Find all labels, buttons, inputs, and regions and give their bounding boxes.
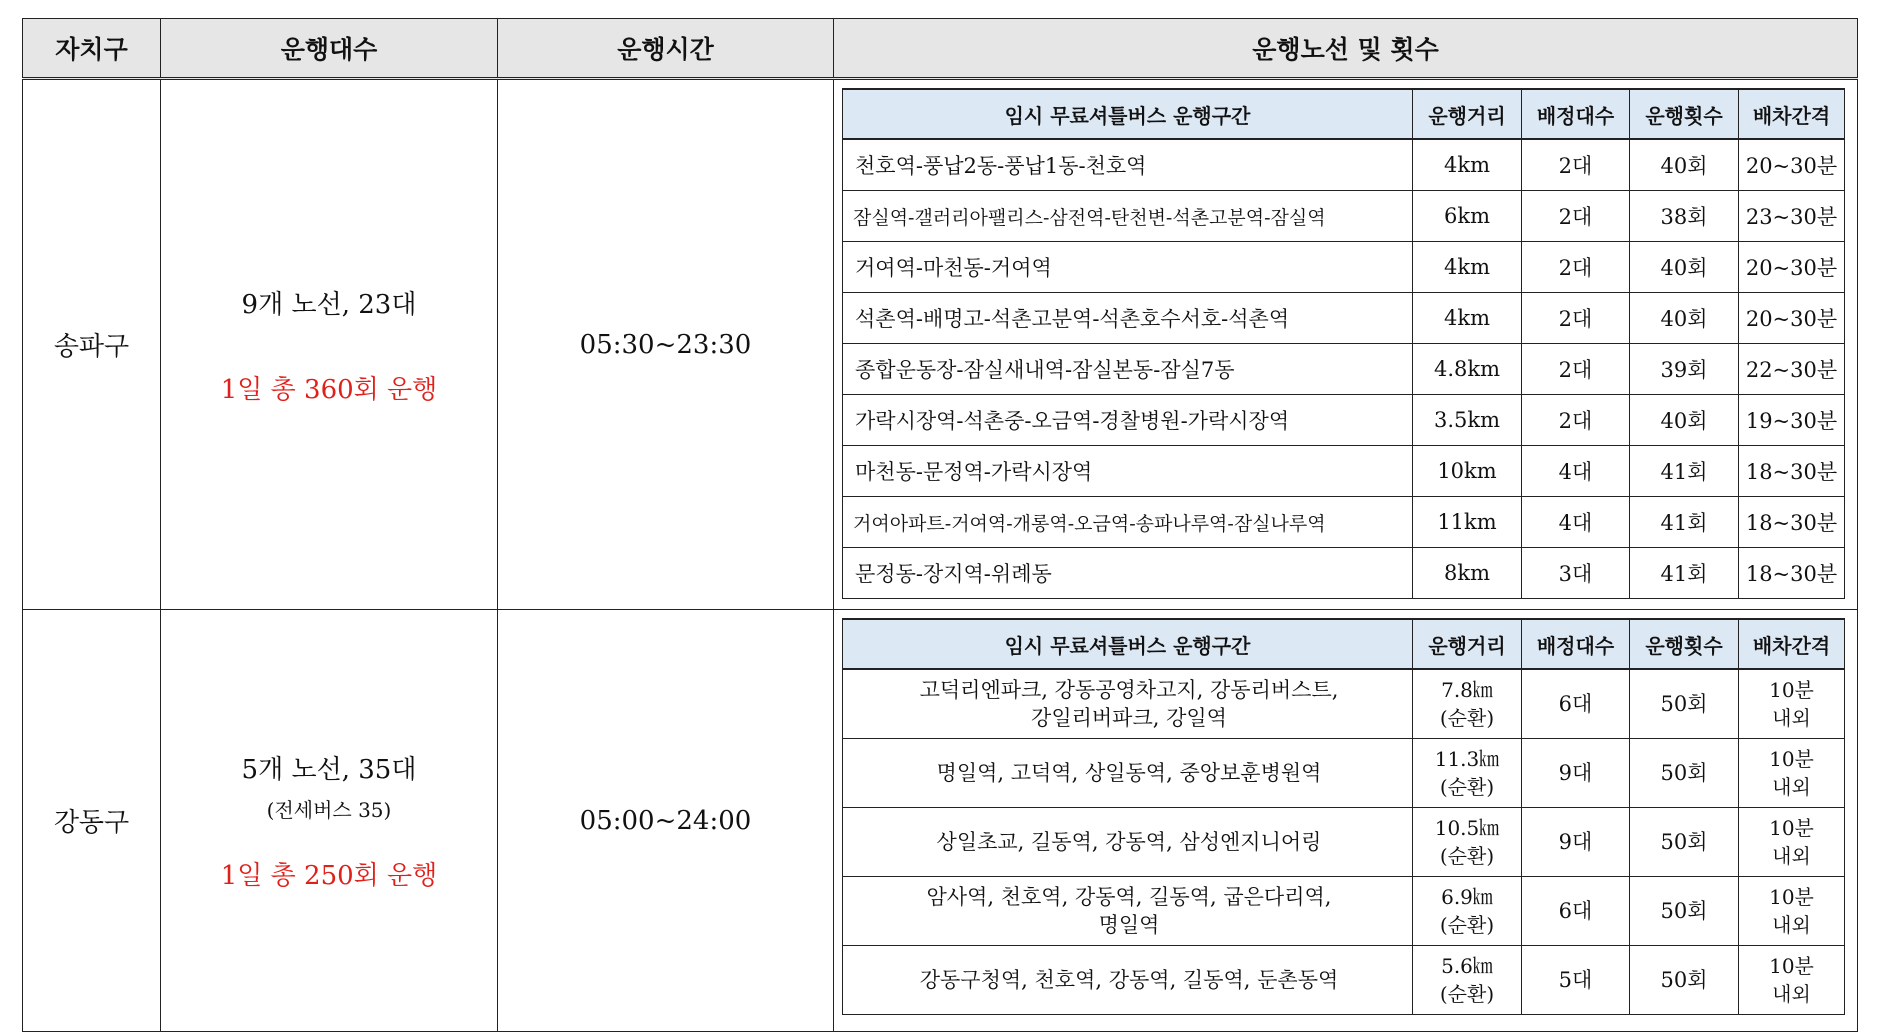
route-section: 문정동-장지역-위례동 xyxy=(843,548,1413,599)
route-distance-value: 5.6㎞ xyxy=(1441,954,1493,978)
route-buses: 2대 xyxy=(1522,293,1630,344)
header-operating-hours: 운행시간 xyxy=(498,19,834,79)
table-row-gangdong xyxy=(23,610,1858,1032)
route-distance xyxy=(1413,739,1522,808)
route-trips: 40회 xyxy=(1630,139,1739,191)
route-row xyxy=(843,877,1845,946)
route-row xyxy=(843,497,1845,548)
route-distance-value: 7.8㎞ xyxy=(1441,678,1493,702)
route-interval-value: 10분 xyxy=(1769,678,1814,702)
route-section-line: 명일역, 고덕역, 상일동역, 중앙보훈병원역 xyxy=(936,761,1322,785)
route-interval-note: 내외 xyxy=(1772,982,1811,1006)
route-buses: 2대 xyxy=(1522,191,1630,242)
route-distance: 10km xyxy=(1413,446,1522,497)
route-row xyxy=(843,808,1845,877)
route-header-buses: 배정대수 xyxy=(1522,89,1630,139)
route-trips: 39회 xyxy=(1630,344,1739,395)
route-interval: 20~30분 xyxy=(1739,293,1845,344)
operating-hours-cell: 05:30~23:30 xyxy=(498,79,834,610)
route-trips: 50회 xyxy=(1630,808,1739,877)
route-section-line: 명일역 xyxy=(1098,913,1160,937)
route-trips: 40회 xyxy=(1630,395,1739,446)
route-table xyxy=(842,88,1845,599)
route-section: 마천동-문정역-가락시장역 xyxy=(843,446,1413,497)
route-distance: 3.5km xyxy=(1413,395,1522,446)
route-section-line: 고덕리엔파크, 강동공영차고지, 강동리버스트, xyxy=(919,678,1339,702)
route-section: 종합운동장-잠실새내역-잠실본동-잠실7동 xyxy=(843,344,1413,395)
route-distance: 4km xyxy=(1413,139,1522,191)
daily-total-text: 1일 총 250회 운행 xyxy=(220,861,438,891)
route-row xyxy=(843,669,1845,739)
route-trips: 41회 xyxy=(1630,446,1739,497)
route-header-row xyxy=(843,619,1845,669)
route-trips: 38회 xyxy=(1630,191,1739,242)
route-trips: 41회 xyxy=(1630,548,1739,599)
route-distance-value: 11.3㎞ xyxy=(1434,747,1500,771)
route-distance: 8km xyxy=(1413,548,1522,599)
route-buses: 2대 xyxy=(1522,139,1630,191)
route-count-text: 5개 노선, 35대 xyxy=(241,755,417,785)
route-section: 잠실역-갤러리아팰리스-삼전역-탄천변-석촌고분역-잠실역 xyxy=(843,191,1413,242)
route-interval: 18~30분 xyxy=(1739,497,1845,548)
route-buses: 3대 xyxy=(1522,548,1630,599)
route-distance-note: (순환) xyxy=(1439,775,1495,799)
route-interval: 18~30분 xyxy=(1739,446,1845,497)
route-buses: 2대 xyxy=(1522,395,1630,446)
route-trips: 40회 xyxy=(1630,242,1739,293)
route-buses: 6대 xyxy=(1522,877,1630,946)
route-interval-value: 10분 xyxy=(1769,747,1814,771)
route-header-distance: 운행거리 xyxy=(1413,619,1522,669)
route-header-interval: 배차간격 xyxy=(1739,619,1845,669)
route-section xyxy=(843,946,1413,1015)
route-trips: 50회 xyxy=(1630,669,1739,739)
route-interval xyxy=(1739,877,1845,946)
route-row xyxy=(843,548,1845,599)
header-routes: 운행노선 및 횟수 xyxy=(834,19,1858,79)
route-trips: 50회 xyxy=(1630,946,1739,1015)
route-count-text: 9개 노선, 23대 xyxy=(241,289,417,320)
route-buses: 9대 xyxy=(1522,739,1630,808)
route-buses: 5대 xyxy=(1522,946,1630,1015)
route-row xyxy=(843,139,1845,191)
route-distance xyxy=(1413,669,1522,739)
routes-cell xyxy=(834,610,1858,1032)
route-section xyxy=(843,877,1413,946)
route-section: 천호역-풍납2동-풍납1동-천호역 xyxy=(843,139,1413,191)
route-section: 가락시장역-석촌중-오금역-경찰병원-가락시장역 xyxy=(843,395,1413,446)
route-header-trips: 운행횟수 xyxy=(1630,619,1739,669)
route-buses: 4대 xyxy=(1522,497,1630,548)
route-distance-value: 10.5㎞ xyxy=(1434,816,1500,840)
route-row xyxy=(843,446,1845,497)
route-section-line: 강동구청역, 천호역, 강동역, 길동역, 둔촌동역 xyxy=(919,968,1339,992)
district-cell: 강동구 xyxy=(23,610,161,1032)
route-interval xyxy=(1739,808,1845,877)
route-section-line: 암사역, 천호역, 강동역, 길동역, 굽은다리역, xyxy=(926,885,1332,909)
route-distance: 11km xyxy=(1413,497,1522,548)
route-distance-note: (순환) xyxy=(1439,706,1495,730)
route-interval-note: 내외 xyxy=(1772,844,1811,868)
route-header-row xyxy=(843,89,1845,139)
route-section-line: 상일초교, 길동역, 강동역, 삼성엔지니어링 xyxy=(936,830,1322,854)
route-section: 거여역-마천동-거여역 xyxy=(843,242,1413,293)
route-interval xyxy=(1739,669,1845,739)
route-section: 거여아파트-거여역-개롱역-오금역-송파나루역-잠실나루역 xyxy=(843,497,1413,548)
route-row xyxy=(843,293,1845,344)
route-row xyxy=(843,242,1845,293)
route-table xyxy=(842,618,1845,1015)
route-interval-value: 10분 xyxy=(1769,816,1814,840)
header-vehicle-count: 운행대수 xyxy=(161,19,498,79)
route-section xyxy=(843,669,1413,739)
header-row xyxy=(23,19,1858,79)
shuttle-bus-table xyxy=(22,18,1858,1032)
route-buses: 6대 xyxy=(1522,669,1630,739)
route-interval: 20~30분 xyxy=(1739,139,1845,191)
route-trips: 50회 xyxy=(1630,739,1739,808)
route-interval xyxy=(1739,739,1845,808)
route-interval: 22~30분 xyxy=(1739,344,1845,395)
route-interval: 20~30분 xyxy=(1739,242,1845,293)
route-row xyxy=(843,344,1845,395)
charter-bus-note: (전세버스 35) xyxy=(266,798,392,822)
route-distance-note: (순환) xyxy=(1439,913,1495,937)
route-distance xyxy=(1413,946,1522,1015)
table-row-songpa xyxy=(23,79,1858,610)
route-distance: 4.8km xyxy=(1413,344,1522,395)
route-buses: 4대 xyxy=(1522,446,1630,497)
route-row xyxy=(843,739,1845,808)
route-row xyxy=(843,946,1845,1015)
header-district: 자치구 xyxy=(23,19,161,79)
route-interval-note: 내외 xyxy=(1772,775,1811,799)
vehicle-count-cell xyxy=(161,79,498,610)
route-trips: 40회 xyxy=(1630,293,1739,344)
routes-cell xyxy=(834,79,1858,610)
route-header-section: 임시 무료셔틀버스 운행구간 xyxy=(843,619,1413,669)
route-row xyxy=(843,395,1845,446)
daily-total-text: 1일 총 360회 운행 xyxy=(220,374,438,405)
route-header-distance: 운행거리 xyxy=(1413,89,1522,139)
route-header-buses: 배정대수 xyxy=(1522,619,1630,669)
route-interval: 18~30분 xyxy=(1739,548,1845,599)
route-interval-value: 10분 xyxy=(1769,954,1814,978)
route-interval-value: 10분 xyxy=(1769,885,1814,909)
route-interval-note: 내외 xyxy=(1772,913,1811,937)
route-interval-note: 내외 xyxy=(1772,706,1811,730)
district-cell: 송파구 xyxy=(23,79,161,610)
route-header-interval: 배차간격 xyxy=(1739,89,1845,139)
route-section xyxy=(843,739,1413,808)
route-distance xyxy=(1413,877,1522,946)
route-header-trips: 운행횟수 xyxy=(1630,89,1739,139)
route-interval: 23~30분 xyxy=(1739,191,1845,242)
route-row xyxy=(843,191,1845,242)
route-distance-note: (순환) xyxy=(1439,844,1495,868)
route-trips: 50회 xyxy=(1630,877,1739,946)
route-distance xyxy=(1413,808,1522,877)
route-section: 석촌역-배명고-석촌고분역-석촌호수서호-석촌역 xyxy=(843,293,1413,344)
route-distance-value: 6.9㎞ xyxy=(1441,885,1493,909)
route-distance: 6km xyxy=(1413,191,1522,242)
route-buses: 9대 xyxy=(1522,808,1630,877)
route-section xyxy=(843,808,1413,877)
route-trips: 41회 xyxy=(1630,497,1739,548)
route-distance: 4km xyxy=(1413,293,1522,344)
vehicle-count-cell xyxy=(161,610,498,1032)
route-buses: 2대 xyxy=(1522,242,1630,293)
route-header-section: 임시 무료셔틀버스 운행구간 xyxy=(843,89,1413,139)
route-interval xyxy=(1739,946,1845,1015)
route-section-line: 강일리버파크, 강일역 xyxy=(1031,706,1227,730)
route-buses: 2대 xyxy=(1522,344,1630,395)
route-distance: 4km xyxy=(1413,242,1522,293)
route-distance-note: (순환) xyxy=(1439,982,1495,1006)
route-interval: 19~30분 xyxy=(1739,395,1845,446)
operating-hours-cell: 05:00~24:00 xyxy=(498,610,834,1032)
